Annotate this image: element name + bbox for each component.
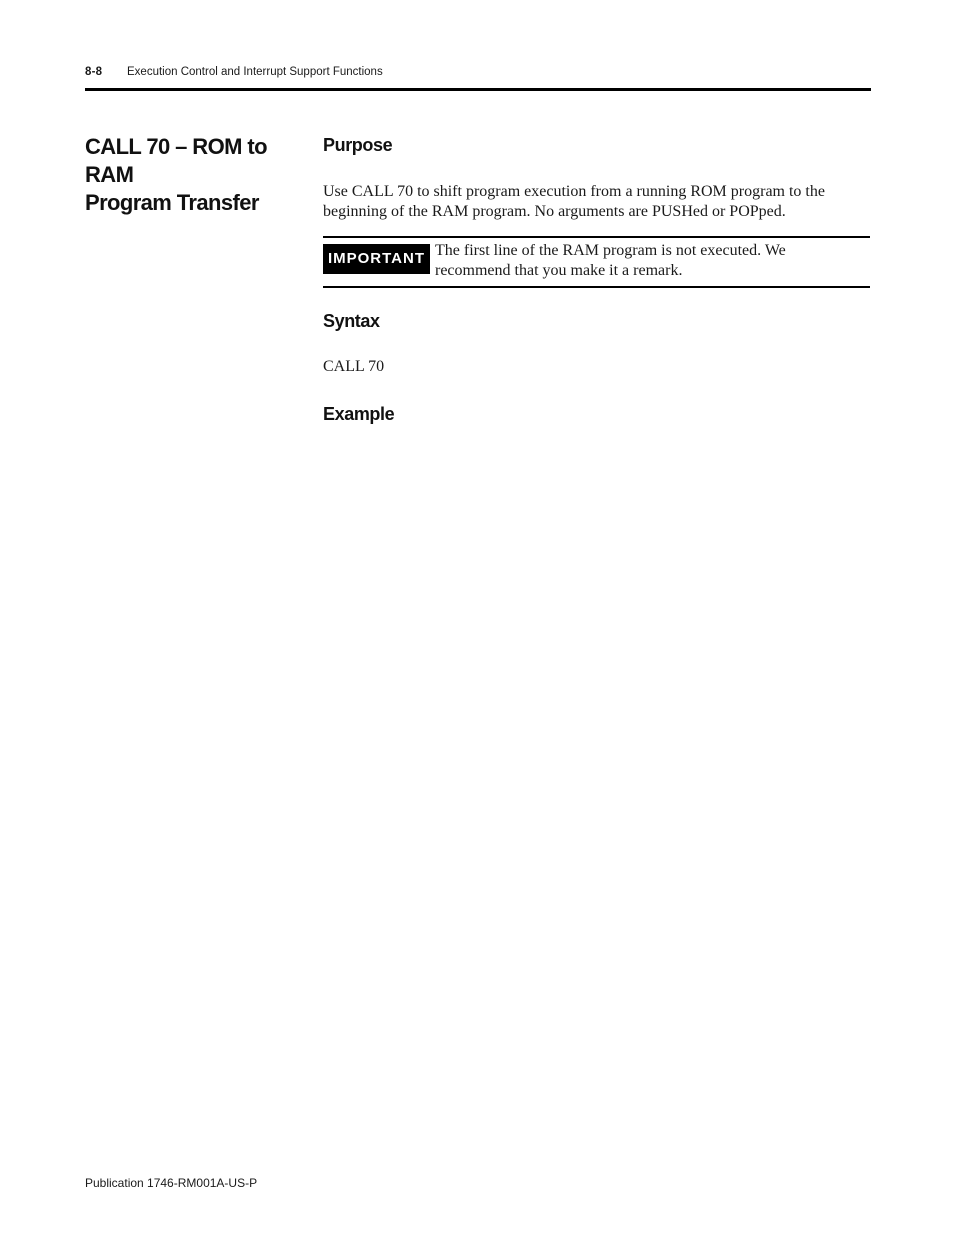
important-line2: recommend that you make it a remark.	[435, 262, 683, 279]
important-text	[435, 241, 865, 281]
important-note	[323, 236, 870, 288]
purpose-heading: Purpose	[323, 135, 393, 155]
syntax-code: CALL 70	[323, 358, 385, 375]
purpose-paragraph	[323, 182, 871, 222]
chapter-title: Execution Control and Interrupt Support Functions	[127, 66, 383, 78]
important-label: IMPORTANT	[323, 244, 430, 274]
purpose-line2: beginning of the RAM program. No arguments are PUSHed or POPped.	[323, 203, 786, 220]
section-title	[85, 133, 310, 217]
header-rule	[85, 88, 871, 91]
footer-publication: Publication 1746-RM001A-US-P	[85, 1176, 258, 1190]
page-number: 8-8	[85, 66, 103, 78]
important-line1: The first line of the RAM program is not executed. We	[435, 242, 786, 259]
syntax-heading: Syntax	[323, 311, 380, 331]
page-header	[85, 66, 871, 84]
purpose-line1: Use CALL 70 to shift program execution from a running ROM program to the	[323, 183, 825, 200]
section-title-line1: CALL 70 – ROM to RAM	[85, 134, 267, 187]
example-heading: Example	[323, 404, 395, 424]
section-title-line2: Program Transfer	[85, 190, 259, 215]
